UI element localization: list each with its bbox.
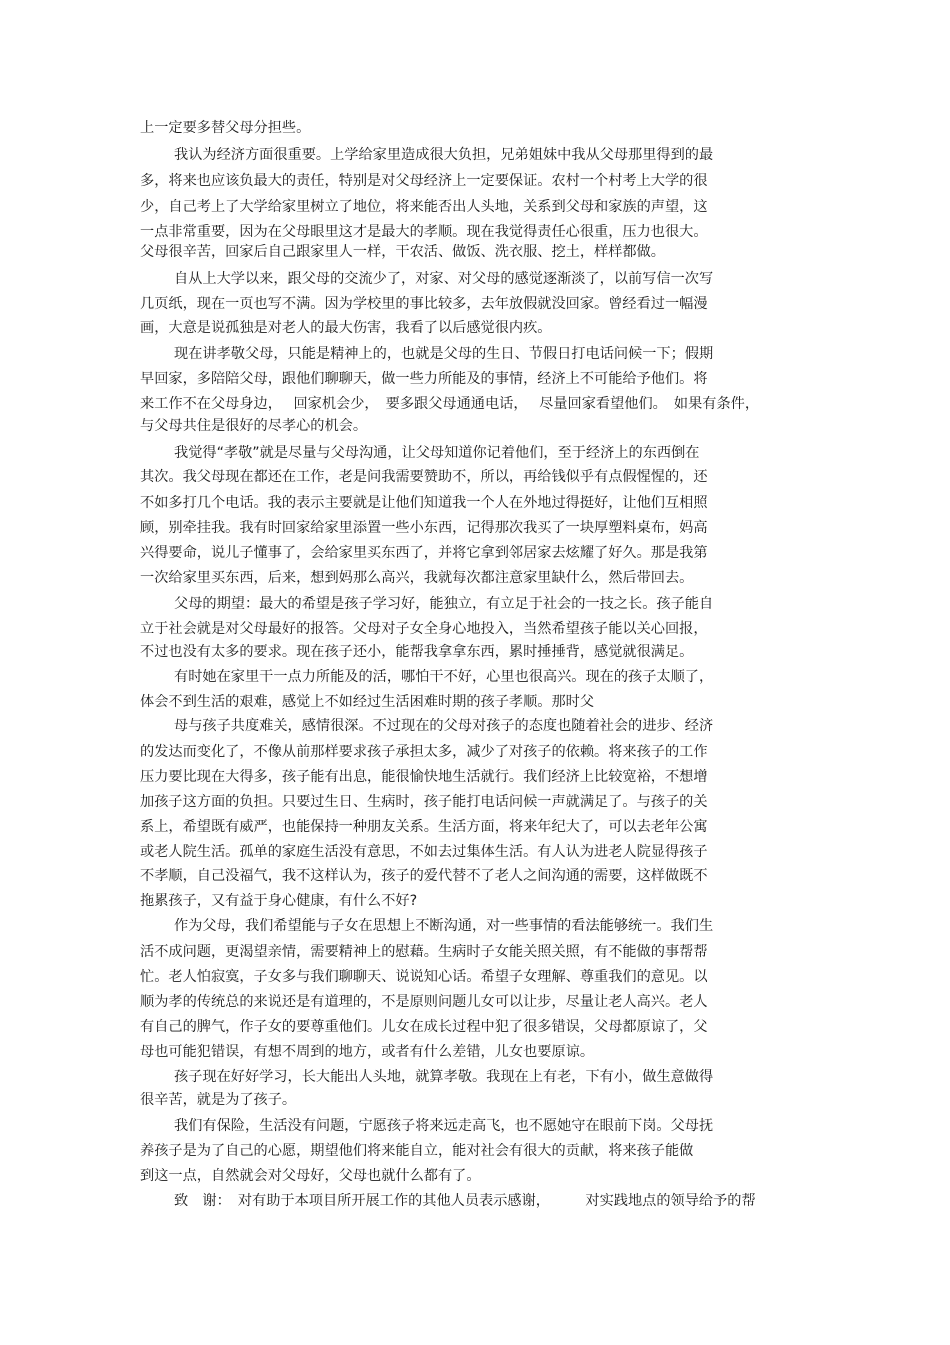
text-line: 不如多打几个电话。我的表示主要就是让他们知道我一个人在外地过得挺好，让他们互相照 [140,495,708,511]
text-line: 忙。老人怕寂寞，子女多与我们聊聊天、说说知心话。希望子女理解、尊重我们的意见。以 [140,969,708,985]
text-line: 顺为孝的传统总的来说还是有道理的，不是原则问题儿女可以让步，尽量让老人高兴。老人 [140,994,708,1010]
text-line: 压力要比现在大得多，孩子能有出息，能很愉快地生活就行。我们经济上比较宽裕，不想增 [140,769,708,785]
text-line: 母也可能犯错误，有想不周到的地方，或者有什么差错，儿女也要原谅。 [140,1044,595,1060]
text-line: 有自己的脾气，作子女的要尊重他们。儿女在成长过程中犯了很多错误，父母都原谅了，父 [140,1019,708,1035]
text-line: 很辛苦，就是为了孩子。 [140,1092,297,1108]
text-line: 养孩子是为了自己的心愿，期望他们将来能自立，能对社会有很大的贡献，将来孩子能做 [140,1143,694,1159]
text-line: 有时她在家里干一点力所能及的活，哪怕干不好，心里也很高兴。现在的孩子太顺了， [174,669,714,685]
text-line: 作为父母，我们希望能与子女在思想上不断沟通，对一些事情的看法能够统一。我们生 [174,918,714,934]
text-line: 加孩子这方面的负担。只要过生日、生病时，孩子能打电话问候一声就满足了。与孩子的关 [140,794,708,810]
text-line: 体会不到生活的艰难，感觉上不如经过生活困难时期的孩子孝顺。那时父 [140,694,595,710]
text-line: 我们有保险，生活没有问题，宁愿孩子将来远走高飞，也不愿她守在眼前下岗。父母抚 [174,1118,714,1134]
text-line: 不过也没有太多的要求。现在孩子还小，能帮我拿拿东西，累时捶捶背，感觉就很满足。 [140,644,694,660]
text-line: 自从上大学以来，跟父母的交流少了，对家、对父母的感觉逐渐淡了，以前写信一次写 [174,271,714,287]
text-line: 其次。我父母现在都还在工作，老是问我需要赞助不，所以，再给钱似乎有点假惺惺的，还 [140,469,708,485]
text-line: 父母很辛苦，回家后自己跟家里人一样，干农活、做饭、洗衣服、挖土，样样都做。 [140,244,665,260]
text-line: 几页纸，现在一页也写不满。因为学校里的事比较多，去年放假就没回家。曾经看过一幅漫 [140,296,708,312]
text-line: 兴得要命，说儿子懂事了，会给家里买东西了，并将它拿到邻居家去炫耀了好久。那是我第 [140,545,708,561]
text-line: 立于社会就是对父母最好的报答。父母对子女全身心地投入，当然希望孩子能以关心回报， [140,621,708,637]
text-line: 母与孩子共度难关，感情很深。不过现在的父母对孩子的态度也随着社会的进步、经济 [174,718,714,734]
text-line: 孩子现在好好学习，长大能出人头地，就算孝敬。我现在上有老，下有小，做生意做得 [174,1069,714,1085]
text-line: 少，自己考上了大学给家里树立了地位，将来能否出人头地，关系到父母和家族的声望，这 [140,199,708,215]
text-line: 致 谢： 对有助于本项目所开展工作的其他人员表示感谢， 对实践地点的领导给予的帮 [174,1193,756,1209]
text-line: 不孝顺，自己没福气，我不这样认为，孩子的爱代替不了老人之间沟通的需要，这样做既不 [140,868,708,884]
text-line: 画，大意是说孤独是对老人的最大伤害，我看了以后感觉很内疚。 [140,320,552,336]
text-line: 我觉得“孝敬”就是尽量与父母沟通，让父母知道你记着他们，至于经济上的东西倒在 [174,445,700,461]
text-line: 多，将来也应该负最大的责任，特别是对父母经济上一定要保证。农村一个村考上大学的很 [140,173,708,189]
text-line: 一次给家里买东西，后来，想到妈那么高兴，我就每次都注意家里缺什么，然后带回去。 [140,570,694,586]
text-line: 上一定要多替父母分担些。 [140,120,311,136]
text-line: 一点非常重要，因为在父母眼里这才是最大的孝顺。现在我觉得责任心很重，压力也很大。 [140,224,708,240]
text-line: 我认为经济方面很重要。上学给家里造成很大负担，兄弟姐妹中我从父母那里得到的最 [174,147,714,163]
text-line: 系上，希望既有威严，也能保持一种朋友关系。生活方面，将来年纪大了，可以去老年公寓 [140,819,708,835]
text-line: 拖累孩子，又有益于身心健康，有什么不好? [140,893,418,909]
text-line: 现在讲孝敬父母，只能是精神上的，也就是父母的生日、节假日打电话问候一下；假期 [174,346,714,362]
text-line: 到这一点，自然就会对父母好，父母也就什么都有了。 [140,1168,481,1184]
text-line: 早回家，多陪陪父母，跟他们聊聊天，做一些力所能及的事情，经济上不可能给予他们。将 [140,371,708,387]
text-line: 或老人院生活。孤单的家庭生活没有意思，不如去过集体生活。有人认为进老人院显得孩子 [140,844,708,860]
text-line: 的发达而变化了，不像从前那样要求孩子承担太多，减少了对孩子的依赖。将来孩子的工作 [140,744,708,760]
text-line: 活不成问题，更渴望亲情，需要精神上的慰藉。生病时子女能关照关照，有不能做的事帮帮 [140,944,708,960]
text-line: 与父母共住是很好的尽孝心的机会。 [140,418,368,434]
text-line: 顾，别牵挂我。我有时回家给家里添置一些小东西，记得那次我买了一块厚塑料桌布，妈高 [140,520,708,536]
text-line: 父母的期望：最大的希望是孩子学习好，能独立，有立足于社会的一技之长。孩子能自 [174,596,714,612]
text-line: 来工作不在父母身边， 回家机会少， 要多跟父母通通电话， 尽量回家看望他们。 如果有条件， [140,396,760,412]
